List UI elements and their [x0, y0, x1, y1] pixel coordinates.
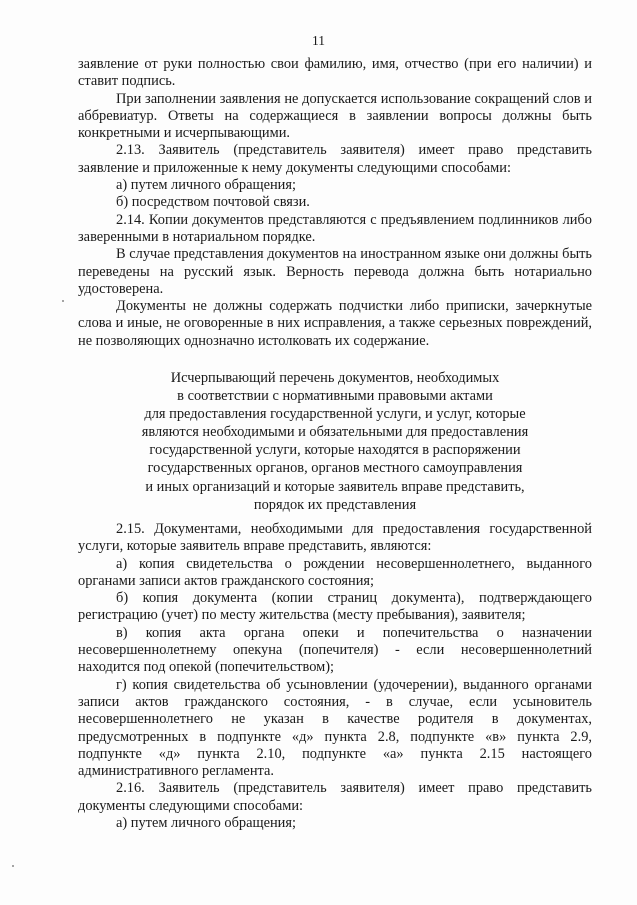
paragraph: Документы не должны содержать подчистки либо приписки, зачеркнутые слова и иные, не оговоренные в них исправления, а также серьезных повреждений, не позволяющих однозначно истолковать их содержание.: [78, 298, 592, 349]
section-heading: [78, 369, 592, 514]
list-item: в) копия акта органа опеки и попечительства о назначении несовершеннолетнему опекуна (попечителя) - если несовершеннолетний находится под опекой (попечительством);: [78, 624, 592, 676]
body-text-top: [78, 56, 592, 350]
list-item: а) путем личного обращения;: [116, 815, 296, 832]
paragraph: 2.15. Документами, необходимыми для предоставления государственной услуги, которые заявитель вправе представить, являются:: [78, 521, 592, 555]
list-item: г) копия свидетельства об усыновлении (удочерении), выданного органами записи актов гражданского состояния, - в случае, если усыновитель несовершеннолетнего не указан в качестве родителя в документах, предусмотренных в подпункте «д» пункта 2.8, подпункте «в» пункта 2.9, подпункте «д» пункта 2.10, подпункте «а» пункта 2.15 настоящего административного регламента.: [78, 676, 592, 780]
page-number: 11: [312, 33, 325, 48]
paragraph: заявление от руки полностью свои фамилию, имя, отчество (при его наличии) и ставит подпись.: [78, 56, 592, 90]
heading-line: для предоставления государственной услуги, и услуг, которые: [144, 406, 526, 423]
heading-line: в соответствии с нормативными правовыми актами: [177, 388, 493, 405]
scan-speck: [62, 300, 64, 302]
heading-line: Исчерпывающий перечень документов, необходимых: [170, 370, 500, 386]
heading-line: государственной услуги, которые находятся в распоряжении: [149, 442, 521, 459]
paragraph: 2.13. Заявитель (представитель заявителя) имеет право представить заявление и приложенные к нему документы следующими способами:: [78, 142, 592, 176]
heading-line: порядок их представления: [253, 496, 417, 513]
paragraph: 2.16. Заявитель (представитель заявителя) имеет право представить документы следующими способами:: [78, 780, 592, 814]
paragraph: 2.14. Копии документов представляются с предъявлением подлинников либо заверенными в нотариальном порядке.: [78, 211, 592, 245]
scan-speck: [12, 865, 14, 867]
list-item: а) путем личного обращения;: [116, 177, 296, 194]
heading-line: и иных организаций и которые заявитель вправе представить,: [145, 478, 525, 495]
body-text-bottom: [78, 521, 592, 832]
list-item: а) копия свидетельства о рождении несовершеннолетнего, выданного органами записи актов гражданского состояния;: [78, 555, 592, 589]
heading-line: государственных органов, органов местного самоуправления: [147, 460, 523, 477]
paragraph: В случае представления документов на иностранном языке они должны быть переведены на русский язык. Верность перевода должна быть нотариально удостоверена.: [78, 246, 592, 297]
list-item: б) посредством почтовой связи.: [116, 194, 310, 211]
list-item: б) копия документа (копии страниц документа), подтверждающего регистрацию (учет) по месту жительства (месту пребывания), заявителя;: [78, 590, 592, 624]
heading-line: являются необходимыми и обязательными для предоставления: [141, 424, 529, 441]
paragraph: При заполнении заявления не допускается использование сокращений слов и аббревиатур. Ответы на содержащиеся в заявлении вопросы должны быть конкретными и исчерпывающими.: [78, 90, 592, 142]
